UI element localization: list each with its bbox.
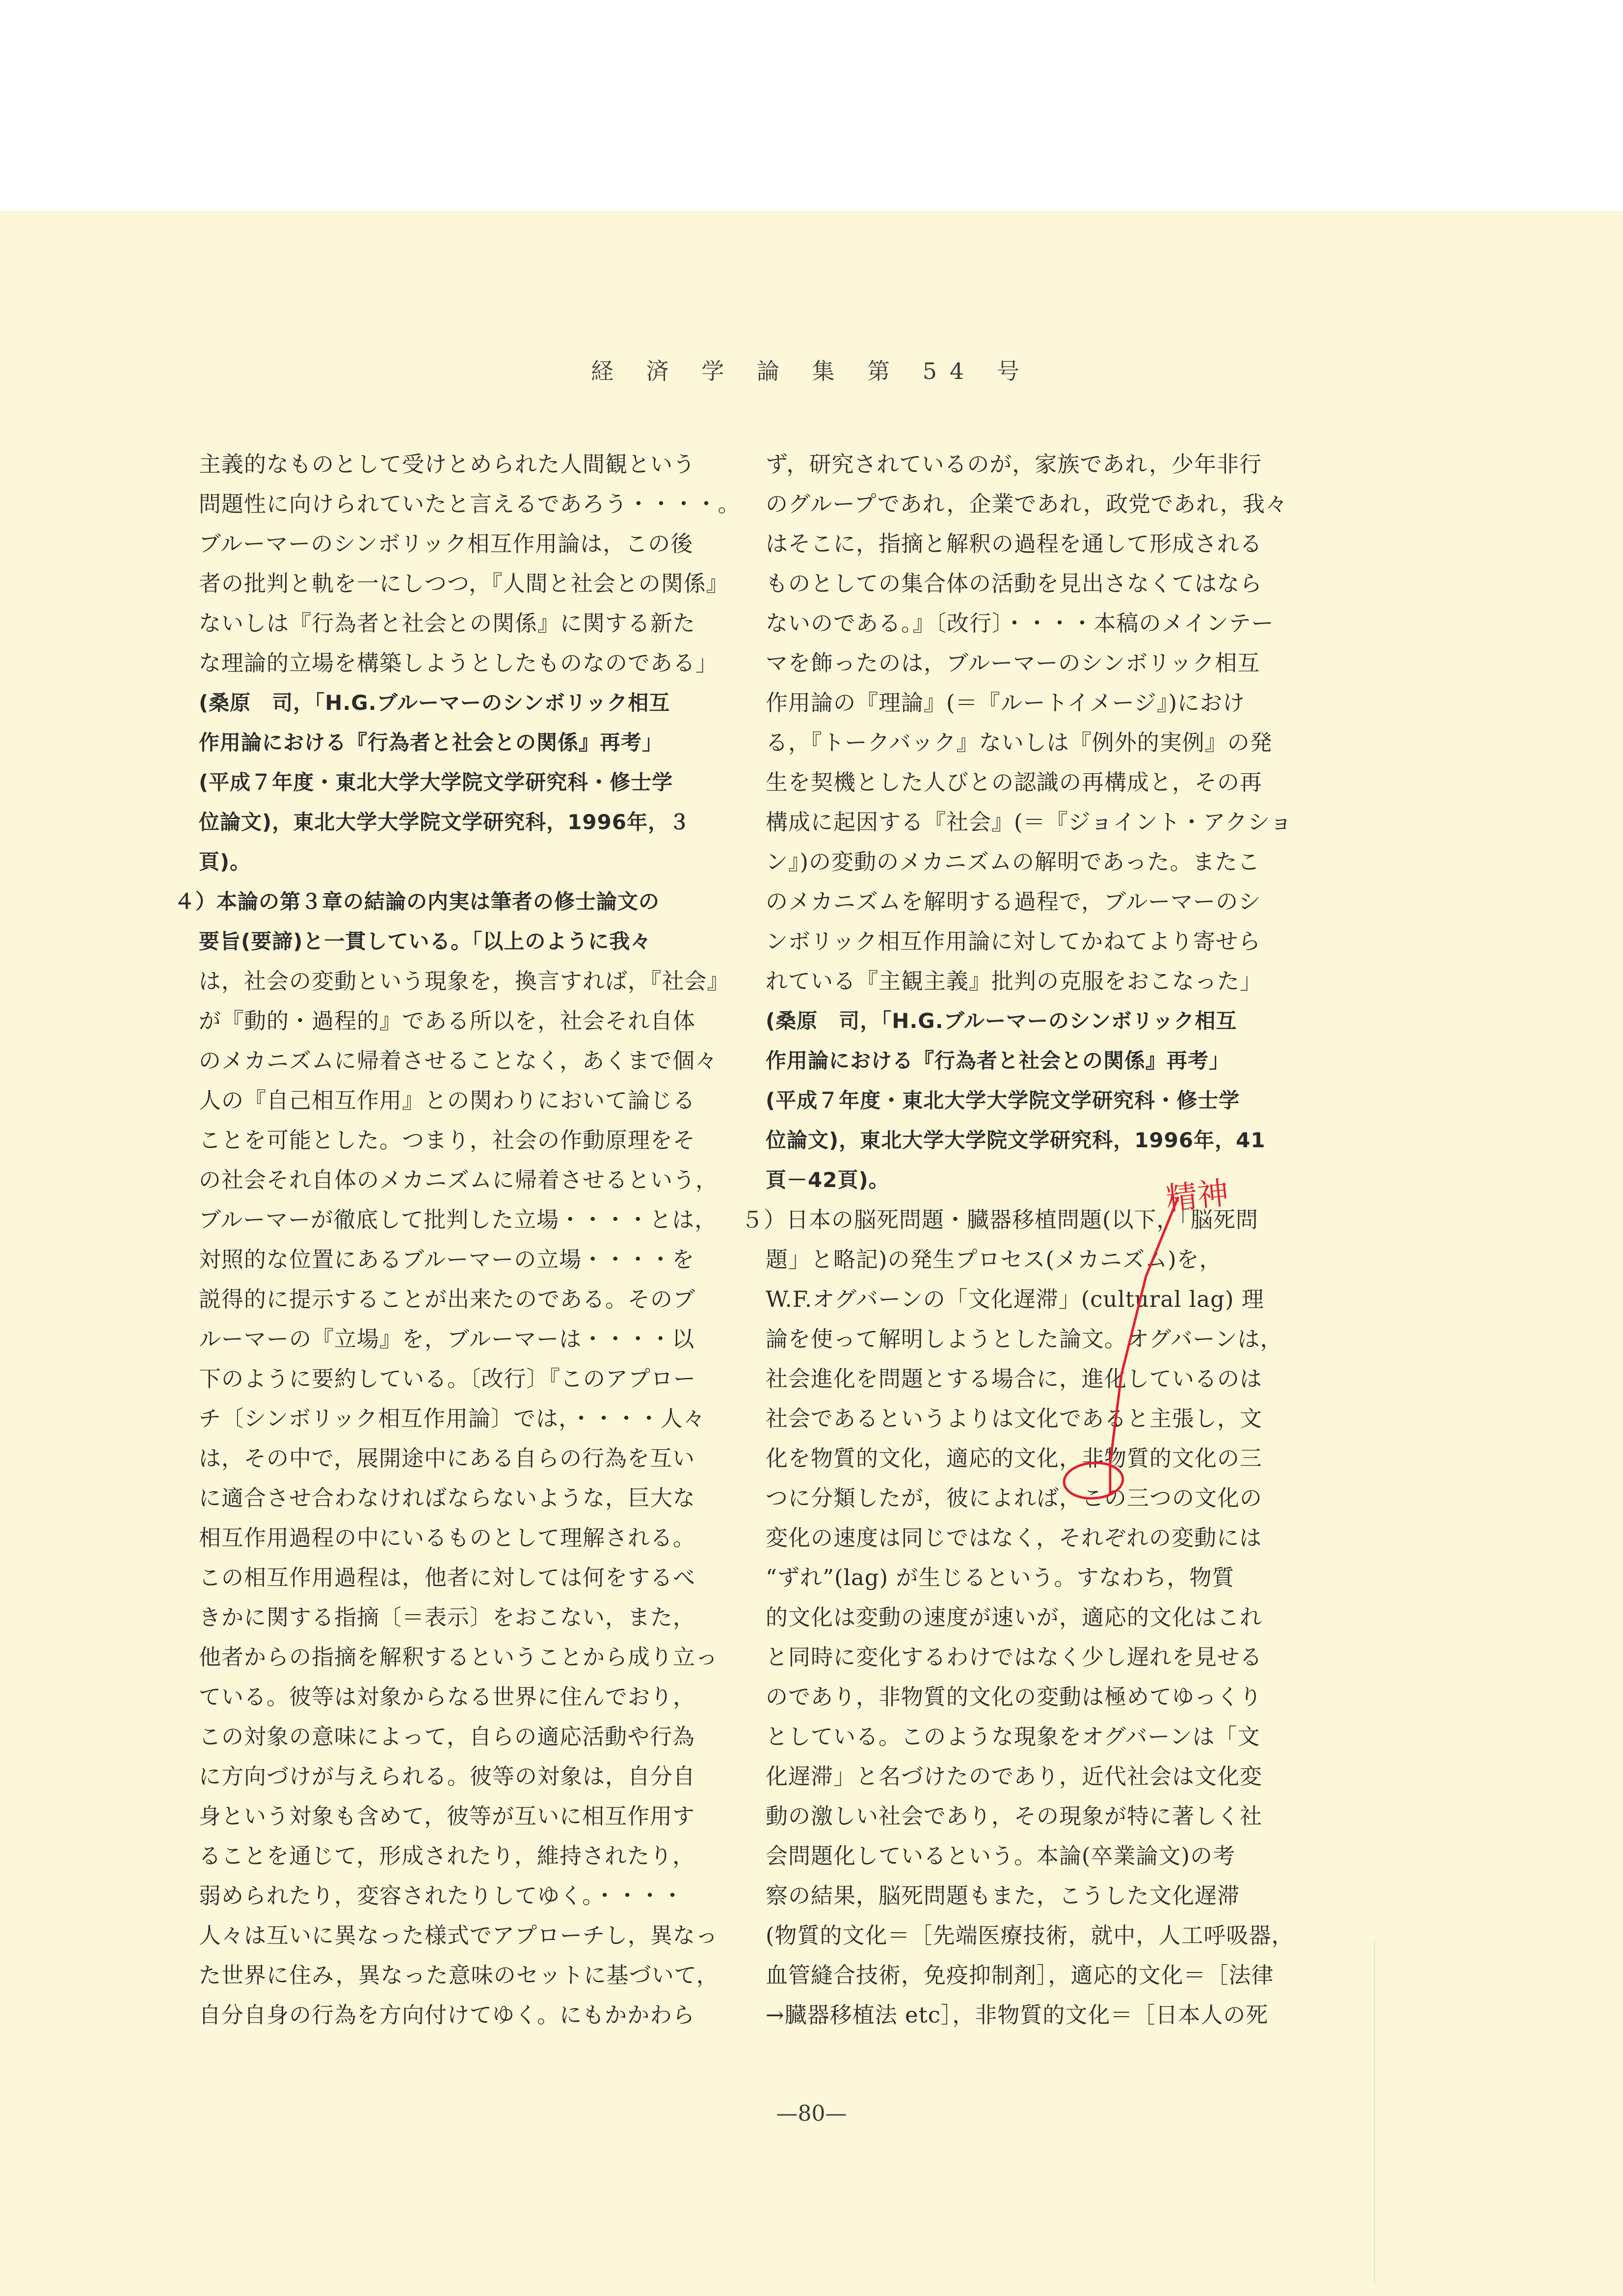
left-text-column (174, 444, 741, 2035)
text-line: 相互作用過程の中にいるものとして理解される。 (199, 1525, 696, 1551)
text-line: 論を使って解明しようとした論文。オグバーンは， (766, 1326, 1283, 1352)
text-line: ４）本論の第３章の結論の内実は筆者の修士論文の (174, 890, 660, 914)
text-line: 他者からの指摘を解釈するということから成り立っ (199, 1644, 718, 1670)
text-line: マを飾ったのは，ブルーマーのシンボリック相互 (766, 650, 1260, 676)
journal-header: 経 済 学 論 集 第 54 号 (591, 358, 1032, 384)
text-line: のグループであれ，企業であれ，政党であれ，我々 (766, 491, 1288, 517)
text-line: 会問題化しているという。本論(卒業論文)の考 (766, 1843, 1236, 1869)
text-line: の社会それ自体のメカニズムに帰着させるという， (199, 1167, 718, 1193)
text-line: 対照的な位置にあるブルーマーの立場・・・・を (199, 1246, 695, 1272)
text-line: 生を契機とした人びとの認識の再構成と，その再 (766, 769, 1263, 795)
text-line: ないのである。』〔改行〕・・・・本稿のメインテー (766, 610, 1274, 636)
text-line: 位論文)，東北大学大学院文学研究科，1996年，41 (766, 1128, 1266, 1152)
text-line: 察の結果，脳死問題もまた，こうした文化遅滞 (766, 1883, 1240, 1909)
text-line: と同時に変化するわけではなく少し遅れを見せる (766, 1644, 1263, 1670)
text-line: 作用論の『理論』(＝『ルートイメージ』)におけ (766, 690, 1246, 716)
text-line: ないしは『行為者と社会との関係』に関する新た (199, 610, 696, 636)
text-line: 下のように要約している。〔改行〕『このアプロー (199, 1366, 696, 1392)
text-line: 位論文)，東北大学大学院文学研究科，1996年，３ (199, 810, 691, 834)
text-line: ブルーマーのシンボリック相互作用論は，この後 (199, 531, 693, 557)
text-line: 血管縫合技術，免疫抑制剤］，適応的文化＝［法律 (766, 1962, 1274, 1988)
text-line: きかに関する指摘〔＝表示〕をおこない，また， (199, 1604, 696, 1630)
text-line: チ〔シンボリック相互作用論〕では，・・・・人々 (199, 1405, 706, 1432)
text-line: 要旨(要諦)と一貫している。「以上のように我々 (199, 929, 652, 953)
text-line: は，その中で，展開途中にある自らの行為を互い (199, 1445, 695, 1471)
text-line: のメカニズムに帰着させることなく，あくまで個々 (199, 1048, 718, 1074)
text-line: つに分類したが，彼によれば，この三つの文化の (766, 1485, 1263, 1511)
text-line: な理論的立場を構築しようとしたものなのである」 (199, 650, 718, 676)
text-line: た世界に住み，異なった意味のセットに基づいて， (199, 1962, 719, 1988)
text-line: 頁)。 (199, 850, 251, 874)
text-line: に方向づけが与えられる。彼等の対象は，自分自 (199, 1763, 696, 1789)
text-line: 社会進化を問題とする場合に，進化しているのは (766, 1366, 1263, 1392)
text-line: ン』)の変動のメカニズムの解明であった。またこ (766, 849, 1260, 875)
handwritten-note: 精神 (1164, 1175, 1231, 1218)
text-line: この相互作用過程は，他者に対しては何をするべ (199, 1565, 696, 1591)
text-line: ている。彼等は対象からなる世界に住んでおり， (199, 1684, 696, 1710)
text-line: のメカニズムを解明する過程で，ブルーマーのシ (766, 889, 1261, 915)
text-line: 人々は互いに異なった様式でアプローチし，異なっ (199, 1922, 718, 1948)
text-line: ず，研究されているのが，家族であれ，少年非行 (766, 451, 1262, 477)
text-line: としている。このような現象をオグバーンは「文 (766, 1724, 1260, 1750)
right-text-column (741, 444, 1294, 2035)
text-line: は，社会の変動という現象を，換言すれば，『社会』 (199, 968, 730, 994)
text-line: 問題性に向けられていたと言えるであろう・・・・。 (199, 491, 741, 517)
text-line: 身という対象も含めて，彼等が互いに相互作用す (199, 1803, 695, 1829)
text-line: れている『主観主義』批判の克服をおこなった」 (766, 968, 1263, 994)
text-line: 化を物質的文化，適応的文化，非物質的文化の三 (766, 1445, 1263, 1471)
text-line: (物質的文化＝［先端医療技術，就中，人工呼吸器， (766, 1922, 1294, 1948)
text-line: る，『トークバック』ないしは『例外的実例』の発 (766, 729, 1273, 756)
text-line: 主義的なものとして受けとめられた人間観という (199, 451, 696, 477)
text-line: (桑原 司，「H.G.ブルーマーのシンボリック相互 (766, 1009, 1237, 1033)
text-line: 構成に起因する『社会』(＝『ジョイント・アクショ (766, 809, 1293, 835)
text-line: 頁－42頁)。 (766, 1168, 890, 1192)
text-line: (平成７年度・東北大学大学院文学研究科・修士学 (199, 770, 673, 794)
text-line: ものとしての集合体の活動を見出さなくてはなら (766, 570, 1263, 596)
text-line: 動の激しい社会であり，その現象が特に著しく社 (766, 1803, 1263, 1829)
text-line: ることを通じて，形成されたり，維持されたり， (199, 1843, 695, 1869)
text-line: 弱められたり，変容されたりしてゆく。・・・・ (199, 1883, 684, 1909)
text-line: 者の批判と軌を一にしつつ，『人間と社会との関係』 (199, 570, 729, 596)
text-line: ブルーマーが徹底して批判した立場・・・・とは， (199, 1207, 718, 1233)
text-line: ルーマーの『立場』を，ブルーマーは・・・・以 (199, 1326, 695, 1352)
text-line: “ずれ”(lag) が生じるという。すなわち，物質 (766, 1565, 1235, 1591)
text-line: ンボリック相互作用論に対してかねてより寄せら (766, 928, 1261, 954)
text-line: W.F.オグバーンの「文化遅滞」(cultural lag) 理 (766, 1286, 1264, 1312)
text-line: 作用論における『行為者と社会との関係』再考」 (199, 730, 664, 755)
text-line: のであり，非物質的文化の変動は極めてゆっくり (766, 1684, 1262, 1710)
text-line: 人の『自己相互作用』との関わりにおいて論じる (199, 1087, 696, 1113)
text-line: 社会であるというよりは文化であると主張し，文 (766, 1405, 1263, 1432)
text-line: この対象の意味によって，自らの適応活動や行為 (199, 1724, 695, 1750)
text-line: 説得的に提示することが出来たのである。そのブ (199, 1286, 696, 1312)
text-line: 自分自身の行為を方向付けてゆく。にもかかわら (199, 2002, 695, 2028)
text-line: 題」と略記)の発生プロセス(メカニズム)を， (766, 1246, 1222, 1272)
text-line: 化遅滞」と名づけたのであり，近代社会は文化変 (766, 1763, 1263, 1789)
text-line: はそこに，指摘と解釈の過程を通して形成される (766, 531, 1263, 557)
text-line: (平成７年度・東北大学大学院文学研究科・修士学 (766, 1088, 1240, 1112)
text-line: ことを可能とした。つまり，社会の作動原理をそ (199, 1127, 696, 1153)
text-line: 変化の速度は同じではなく，それぞれの変動には (766, 1525, 1262, 1551)
text-line: 作用論における『行為者と社会との関係』再考」 (766, 1049, 1230, 1073)
text-line: ５）日本の脳死問題・臓器移植問題(以下，「脳死問 (741, 1207, 1259, 1233)
text-line: (桑原 司，「H.G.ブルーマーのシンボリック相互 (199, 691, 670, 715)
page-number: —80— (776, 2101, 847, 2126)
text-line: →臓器移植法 etc］，非物質的文化＝［日本人の死 (766, 2002, 1269, 2028)
text-line: に適合させ合わなければならないような，巨大な (199, 1485, 696, 1511)
text-line: が『動的・過程的』である所以を，社会それ自体 (199, 1008, 696, 1034)
text-line: 的文化は変動の速度が速いが，適応的文化はこれ (766, 1604, 1263, 1630)
